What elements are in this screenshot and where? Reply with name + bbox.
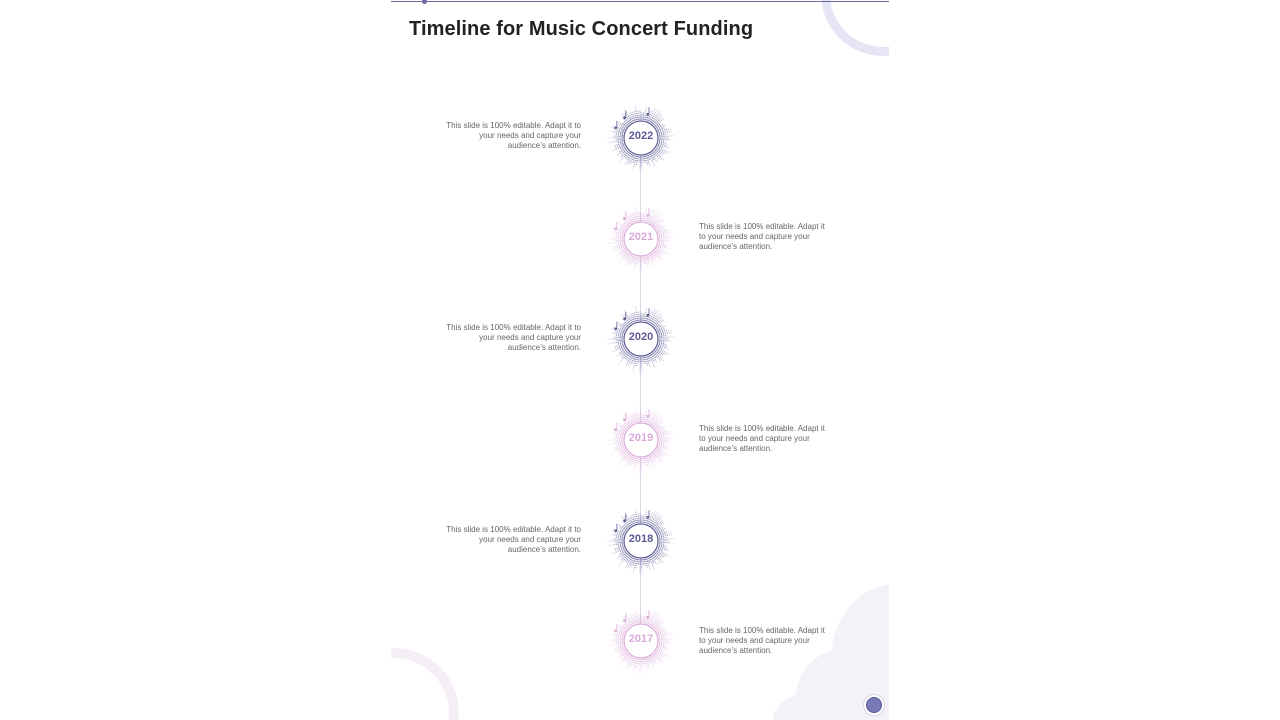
header-rule-dot [422,0,427,4]
timeline-year: 2022 [628,130,654,142]
page-title: Timeline for Music Concert Funding [409,18,754,40]
timeline-node-2017 [606,606,676,676]
timeline-description: This slide is 100% editable. Adapt it to your needs and capture your audience’s attention. [446,121,581,150]
decorative-ring-bottom [391,648,459,720]
page-badge-dot [867,698,881,712]
header-rule [391,1,889,2]
timeline-node-2019 [606,405,676,475]
timeline-year: 2021 [628,231,654,243]
timeline-year: 2020 [628,331,654,343]
timeline-node-2021 [606,204,676,274]
timeline-node-2020 [606,304,676,374]
timeline-year: 2017 [628,633,654,645]
timeline-description: This slide is 100% editable. Adapt it to your needs and capture your audience’s attention. [699,626,825,655]
document-page [391,0,889,720]
timeline-description: This slide is 100% editable. Adapt it to your needs and capture your audience’s attention. [699,222,825,251]
timeline-year: 2018 [628,533,654,545]
timeline-description: This slide is 100% editable. Adapt it to your needs and capture your audience’s attention. [446,323,581,352]
timeline-description: This slide is 100% editable. Adapt it to your needs and capture your audience’s attention. [699,424,825,453]
decorative-ring-top [821,0,889,56]
timeline-year: 2019 [628,432,654,444]
timeline-node-2018 [606,506,676,576]
timeline-description: This slide is 100% editable. Adapt it to your needs and capture your audience’s attention. [446,525,581,554]
page-badge [864,695,884,715]
timeline-node-2022 [606,103,676,173]
